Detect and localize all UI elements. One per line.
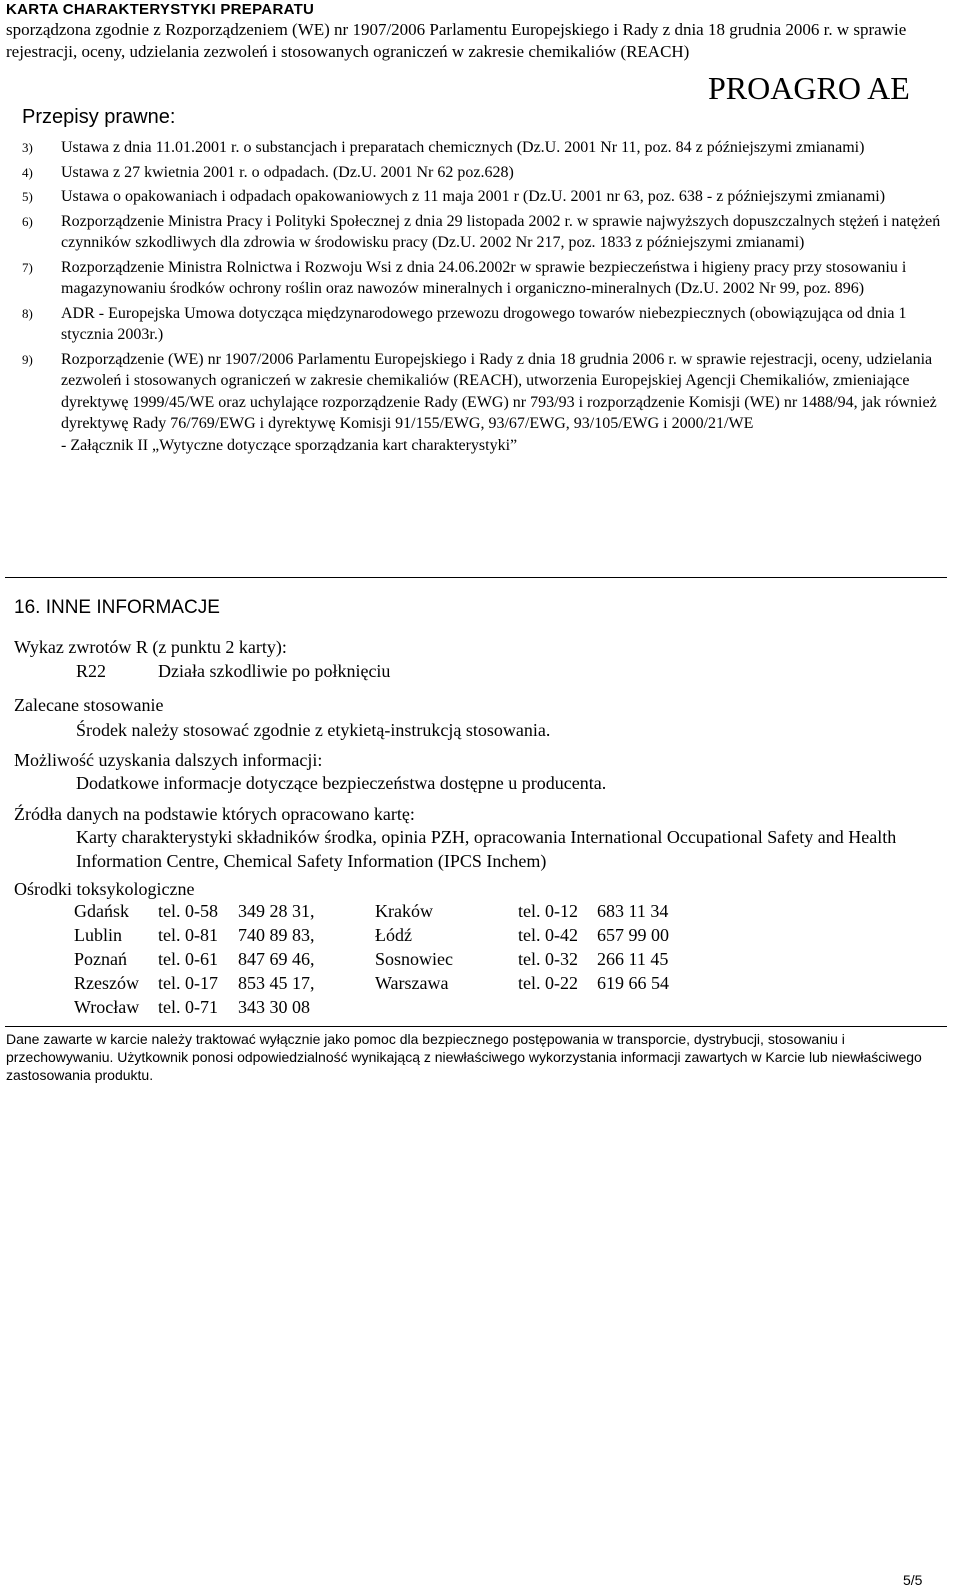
- phone-number: 343 30 08: [238, 997, 310, 1017]
- list-item: [22, 186, 942, 208]
- list-item: [22, 137, 942, 159]
- list-item-text: Rozporządzenie (WE) nr 1907/2006 Parlamentu Europejskiego i Rady z dnia 18 grudnia 2006 r. w sprawie rejestracji, oceny, udzielania zezwoleń i stosowanych ograniczeń w zakresie chemikaliów (REACH), utworzenia Europejskiej Agencji Chemikaliów, zmieniające dyrektywę 1999/45/WE oraz uchylające rozporządzenie Rady (EWG) nr 793/93 i rozporządzenie Komisji (WE) nr 1488/94, jak również dyrektywę Rady 76/769/EWG i dyrektywę Komisji 91/155/EWG, 93/67/EWG, 93/105/EWG i 2000/21/WE: [61, 350, 937, 432]
- further-info-text: Dodatkowe informacje dotyczące bezpieczeństwa dostępne u producenta.: [76, 773, 607, 793]
- list-item: [22, 162, 942, 184]
- list-item: [22, 257, 942, 300]
- list-item: [22, 349, 942, 457]
- table-row: [74, 995, 669, 1019]
- further-info-label: Możliwość uzyskania dalszych informacji:: [14, 750, 323, 770]
- list-item-text: Rozporządzenie Ministra Rolnictwa i Rozwoju Wsi z dnia 24.06.2002r w sprawie bezpieczeństwa i higieny pracy przy stosowaniu i magazynowaniu środków ochrony roślin oraz nawozów mineralnych i organiczno-mineralnych (Dz.U. 2002 Nr 99, poz. 896): [61, 258, 907, 297]
- phone-number: 349 28 31,: [238, 901, 315, 921]
- list-item-text: ADR - Europejska Umowa dotycząca międzynarodowego przewozu drogowego towarów niebezpiecznych (obowiązująca od dnia 1 stycznia 2003r.): [61, 304, 907, 343]
- phone-number: 619 66 54: [597, 973, 669, 993]
- r-phrase-text: Działa szkodliwie po połknięciu: [158, 661, 391, 681]
- city-name: Lublin: [74, 925, 122, 945]
- list-item-text: Ustawa o opakowaniach i odpadach opakowaniowych z 11 maja 2001 r (Dz.U. 2001 nr 63, poz. 638 - z późniejszymi zmianami): [61, 188, 886, 205]
- list-item-number: 3): [22, 140, 33, 155]
- list-item-text: Ustawa z 27 kwietnia 2001 r. o odpadach. (Dz.U. 2001 Nr 62 poz.628): [61, 163, 514, 181]
- table-row: [74, 899, 669, 923]
- list-item: [22, 211, 942, 254]
- list-item-annex: - Załącznik II „Wytyczne dotyczące sporządzania kart charakterystyki”: [61, 436, 518, 454]
- phone-area-code: tel. 0-22: [518, 973, 578, 993]
- recommended-use-text: Środek należy stosować zgodnie z etykietą-instrukcją stosowania.: [76, 720, 551, 740]
- list-item-number: 4): [22, 164, 33, 180]
- phone-number: 847 69 46,: [238, 949, 315, 969]
- document-title: KARTA CHARAKTERYSTYKI PREPARATU: [6, 1, 315, 18]
- city-name: Wrocław: [74, 997, 140, 1017]
- city-name: Poznań: [74, 949, 127, 969]
- phone-area-code: tel. 0-42: [518, 925, 578, 945]
- recommended-use-label: Zalecane stosowanie: [14, 695, 164, 715]
- table-row: [74, 923, 669, 947]
- city-name: Warszawa: [375, 973, 449, 993]
- toxicology-centres-label: Ośrodki toksykologiczne: [14, 879, 195, 899]
- section-divider: [5, 577, 947, 578]
- city-name: Sosnowiec: [375, 949, 453, 969]
- r-phrases-label: Wykaz zwrotów R (z punktu 2 karty):: [14, 637, 287, 657]
- phone-area-code: tel. 0-61: [158, 949, 218, 969]
- disclaimer-text: Dane zawarte w karcie należy traktować wyłącznie jako pomoc dla bezpiecznego postępowania w transporcie, dystrybucji, stosowaniu i przechowywaniu. Użytkownik ponosi odpowiedzialność wynikającą z niewłaściwego wykorzystania informacji zawartych w Karcie lub niewłaściwego zastosowania produktu.: [6, 1031, 922, 1083]
- phone-area-code: tel. 0-12: [518, 901, 578, 921]
- list-item-text: Ustawa z dnia 11.01.2001 r. o substancjach i preparatach chemicznych (Dz.U. 2001 Nr 11, poz. 84 z późniejszymi zmianami): [61, 139, 865, 156]
- phone-area-code: tel. 0-71: [158, 997, 218, 1017]
- city-name: Kraków: [375, 901, 433, 921]
- footer-divider: [5, 1026, 947, 1027]
- list-item-number: 5): [22, 189, 33, 204]
- page-number: 5/5: [903, 1572, 923, 1588]
- phone-area-code: tel. 0-81: [158, 925, 218, 945]
- phone-number: 683 11 34: [597, 901, 669, 921]
- product-name: PROAGRO AE: [708, 70, 910, 106]
- phone-number: 657 99 00: [597, 925, 669, 945]
- list-item-number: 8): [22, 305, 33, 321]
- city-name: Gdańsk: [74, 901, 129, 921]
- section-16-title: 16. INNE INFORMACJE: [14, 597, 220, 618]
- data-sources-label: Źródła danych na podstawie których opracowano kartę:: [14, 804, 415, 824]
- list-item: [22, 303, 942, 346]
- phone-number: 740 89 83,: [238, 925, 315, 945]
- data-sources-text: Karty charakterystyki składników środka, opinia PZH, opracowania International Occupational Safety and Health Information Centre, Chemical Safety Information (IPCS Inchem): [76, 827, 897, 871]
- phone-area-code: tel. 0-17: [158, 973, 218, 993]
- city-name: Łódź: [375, 925, 412, 945]
- city-name: [375, 995, 518, 1019]
- phone-number: 266 11 45: [597, 949, 669, 969]
- r-phrase-code: R22: [76, 661, 107, 681]
- legal-list: [22, 137, 942, 459]
- city-name: Rzeszów: [74, 973, 139, 993]
- toxicology-centres-table: [74, 899, 669, 1019]
- phone-number: [597, 995, 669, 1019]
- phone-number: 853 45 17,: [238, 973, 315, 993]
- table-row: [74, 971, 669, 995]
- phone-area-code: tel. 0-58: [158, 901, 218, 921]
- list-item-text: Rozporządzenie Ministra Pracy i Polityki Społecznej z dnia 29 listopada 2002 r. w sprawie najwyższych dopuszczalnych stężeń i natężeń czynników szkodliwych dla zdrowia w środowisku pracy (Dz.U. 2002 Nr 217, poz. 1833 z późniejszymi zmianami): [61, 212, 941, 251]
- list-item-number: 9): [22, 351, 33, 367]
- table-row: [74, 947, 669, 971]
- list-item-number: 7): [22, 259, 33, 275]
- phone-area-code: [518, 995, 597, 1019]
- list-item-number: 6): [22, 213, 33, 229]
- document-regulation-subtitle: sporządzona zgodnie z Rozporządzeniem (WE) nr 1907/2006 Parlamentu Europejskiego i Rady z dnia 18 grudnia 2006 r. w sprawie rejestracji, oceny, udzielania zezwoleń i stosowanych ograniczeń w zakresie chemikaliów (REACH): [6, 20, 907, 61]
- phone-area-code: tel. 0-32: [518, 949, 578, 969]
- legal-section-subtitle: Przepisy prawne:: [22, 106, 176, 128]
